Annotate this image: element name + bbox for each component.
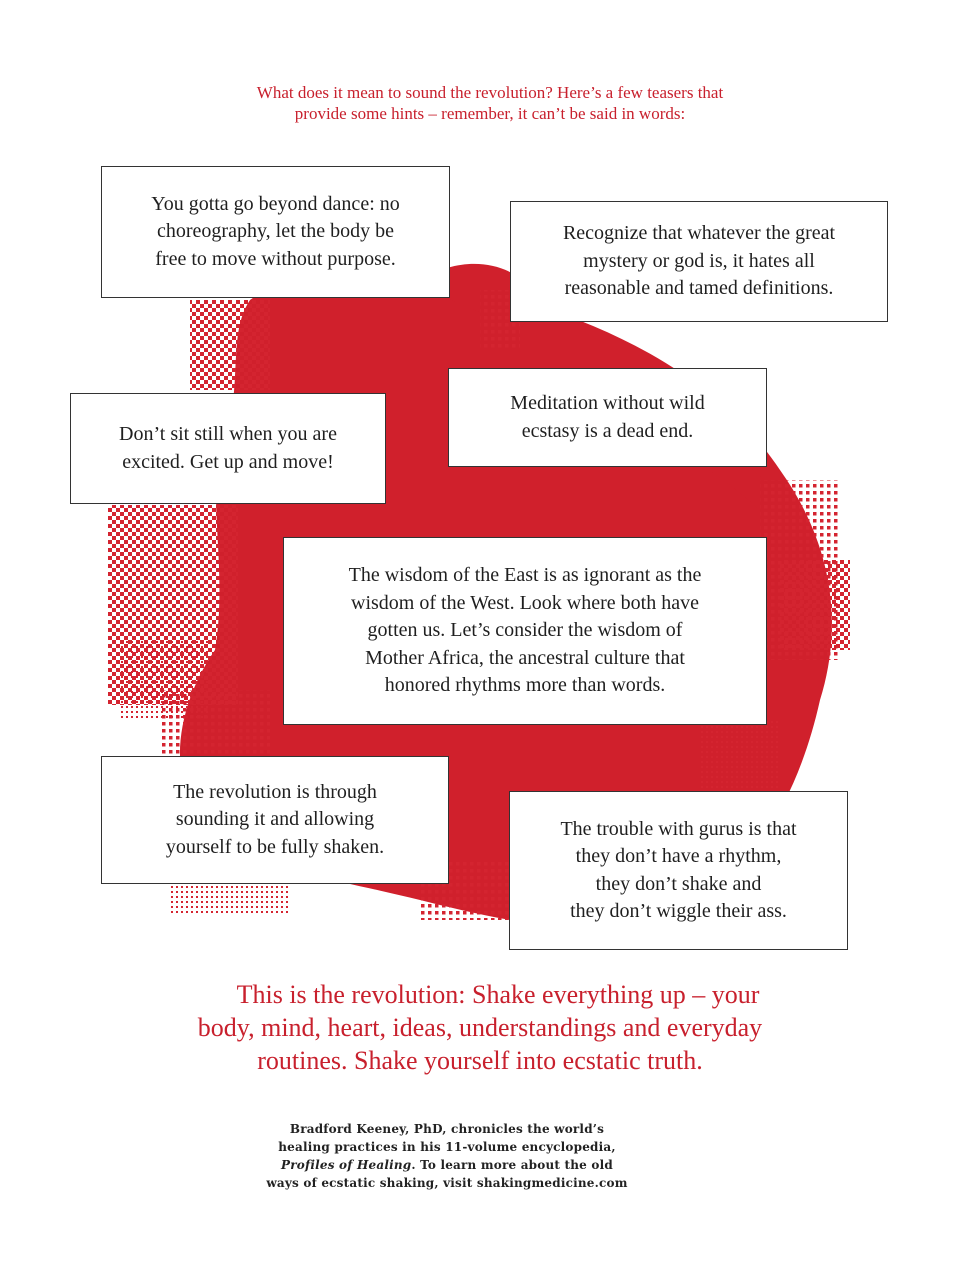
closing-statement — [150, 978, 810, 1077]
teaser-line: sounding it and allowing — [175, 808, 375, 831]
credit-line-2: healing practices in his 11-volume encyclopedia, — [278, 1140, 616, 1154]
teaser-line: The wisdom of the East is as ignorant as the — [348, 564, 702, 587]
teaser-line: mystery or god is, it hates all — [583, 249, 815, 272]
teaser-line: Recognize that whatever the great — [562, 222, 836, 245]
teaser-line: Meditation without wild — [510, 392, 705, 414]
teaser-box-beyond-dance — [101, 166, 450, 298]
credit-line-3: . To learn more about the old — [411, 1158, 613, 1172]
teaser-line: they don’t have a rhythm, — [575, 845, 782, 867]
teaser-line: ecstasy is a dead end. — [521, 419, 694, 442]
teaser-box-meditation — [448, 368, 767, 467]
intro-line-1: What does it mean to sound the revolution? Here’s a few teasers that — [256, 83, 724, 102]
teaser-line: yourself to be fully shaken. — [165, 835, 385, 858]
credit-line-4: ways of ecstatic shaking, visit shakingmedicine.com — [266, 1176, 628, 1190]
teaser-line: You gotta go beyond dance: no — [151, 192, 400, 215]
teaser-line: honored rhythms more than words. — [384, 674, 666, 697]
author-credit — [240, 1120, 654, 1192]
credit-line-1: Bradford Keeney, PhD, chronicles the world’s — [289, 1122, 605, 1136]
teaser-box-great-mystery — [510, 201, 888, 322]
teaser-line: Mother Africa, the ancestral culture that — [365, 646, 685, 669]
teaser-line: excited. Get up and move! — [122, 450, 334, 473]
closing-line-3: routines. Shake yourself into ecstatic truth. — [257, 1046, 703, 1075]
teaser-line: reasonable and tamed definitions. — [564, 277, 834, 300]
closing-line-1: This is the revolution: Shake everything up – your — [236, 980, 760, 1009]
teaser-line: The trouble with gurus is that — [560, 817, 797, 840]
teaser-box-dont-sit-still — [70, 393, 386, 504]
teaser-line: they don’t shake and — [595, 872, 762, 895]
teaser-line: Don’t sit still when you are — [119, 423, 337, 445]
book-title: Profiles of Healing — [281, 1158, 412, 1172]
teaser-line: gotten us. Let’s consider the wisdom of — [367, 619, 683, 642]
teaser-box-revolution-sounding — [101, 756, 449, 884]
intro-line-2: provide some hints – remember, it can’t be said in words: — [294, 104, 686, 123]
teaser-line: they don’t wiggle their ass. — [570, 900, 787, 922]
teaser-line: choreography, let the body be — [157, 220, 394, 243]
closing-line-2: body, mind, heart, ideas, understandings and everyday — [197, 1013, 763, 1042]
teaser-box-wisdom — [283, 537, 767, 725]
teaser-line: The revolution is through — [173, 780, 377, 803]
teaser-box-gurus — [509, 791, 848, 950]
teaser-line: wisdom of the West. Look where both have — [351, 591, 699, 614]
teaser-line: free to move without purpose. — [155, 247, 396, 270]
